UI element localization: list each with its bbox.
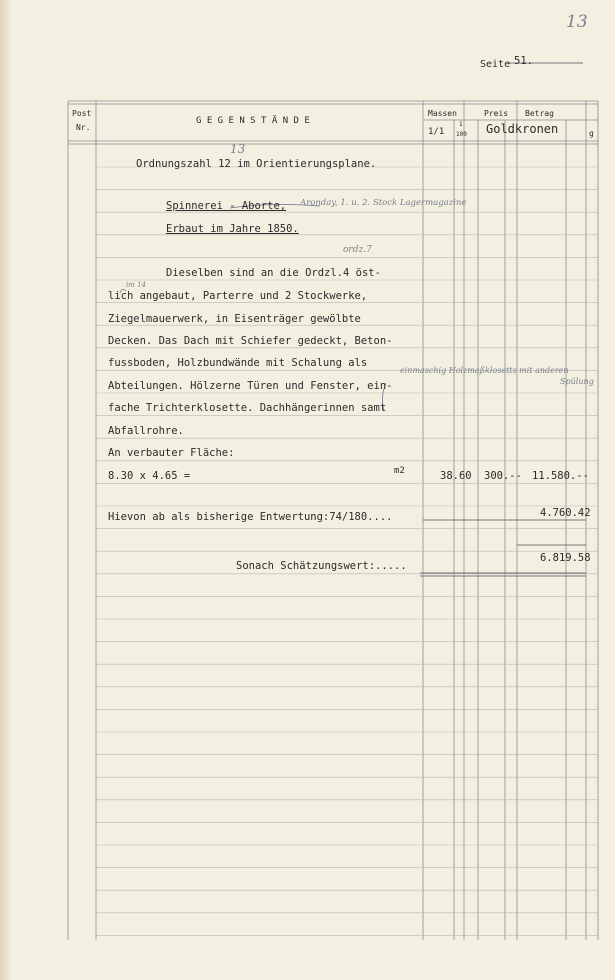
building-name: Spinnerei - Aborte, — [166, 200, 287, 212]
desc-line-8: Abfallrohre. — [108, 425, 184, 437]
header-massen: Massen — [428, 109, 457, 118]
header-post: Post — [72, 109, 92, 118]
area-label: An verbauter Fläche: — [108, 447, 235, 459]
unit-price: 300.-- — [484, 470, 522, 482]
header-preis: Preis — [484, 109, 509, 118]
header-goldkronen: Goldkronen — [486, 122, 559, 136]
ordz-note: ordz.7 — [343, 245, 372, 255]
desc-line-6: Abteilungen. Hölzerne Türen und Fenster, ein- — [108, 380, 393, 392]
estimate-amount: 6.819.58 — [540, 552, 591, 564]
header-massen-frac-num: 1 — [459, 121, 463, 128]
header-col-g: g — [589, 129, 594, 138]
header-massen-full: 1/1 — [428, 127, 445, 137]
insert-note: im 14 — [126, 281, 147, 289]
desc-line-4: Decken. Das Dach mit Schiefer gedeckt, Beton- — [108, 335, 393, 347]
desc-line-3: Ziegelmauerwerk, in Eisenträger gewölbte — [108, 313, 361, 325]
desc-line-5: fussboden, Holzbundwände mit Schalung als — [108, 357, 368, 369]
header-betrag: Betrag — [525, 109, 554, 118]
depreciation-label: Hievon ab als bisherige Entwertung:74/180.... — [108, 511, 393, 523]
header-nr: Nr. — [76, 123, 91, 132]
page-label: Seite — [480, 59, 511, 70]
header-gegenstaende: G E G E N S T Ä N D E — [196, 116, 310, 126]
margin-note-line-2: Spülung — [560, 377, 594, 386]
desc-line-2: lich angebaut, Parterre und 2 Stockwerke, — [108, 290, 368, 302]
built-year: Erbaut im Jahre 1850. — [166, 223, 299, 235]
page-corner-mark: 13 — [566, 12, 588, 32]
estimate-label: Sonach Schätzungswert:..... — [236, 560, 407, 572]
area-unit: m2 — [394, 466, 405, 476]
entry-title: Ordnungszahl 12 im Orientierungsplane. — [136, 158, 377, 170]
amount: 11.580.-- — [532, 470, 589, 482]
margin-note-line-1: einmaschig Holzmaßklosetts mit anderen — [400, 366, 569, 375]
title-correction: 13 — [230, 142, 246, 156]
desc-line-7: fache Trichterklosette. Dachhängerinnen samt — [108, 402, 387, 414]
header-massen-frac-den: 100 — [456, 131, 467, 138]
area-calc: 8.30 x 4.65 = — [108, 470, 191, 482]
page-number: 51. — [514, 55, 533, 67]
building-note: Aronday, 1. u. 2. Stock Lagermagazine — [300, 198, 467, 208]
depreciation-amount: 4.760.42 — [540, 507, 591, 519]
desc-line-1: Dieselben sind an die Ordzl.4 öst- — [166, 267, 381, 279]
area-quantity: 38.60 — [440, 470, 472, 482]
